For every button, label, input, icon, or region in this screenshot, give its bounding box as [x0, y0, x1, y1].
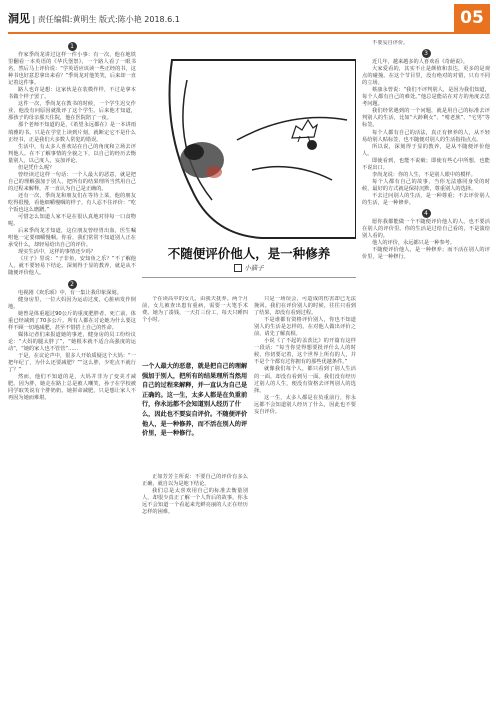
header-info: [8, 10, 180, 26]
paragraph: 愿你我都能做一个不随便评价他人的人，也不要活在别人的评价里。你的生活是过给自己看的，不是演给别人看的。: [362, 219, 490, 240]
paragraph: 大家爱看的，其实不止是颜值和表达，更多的是观点的碰撞。在这个节目里，没有绝对的对错，只有不同的立场。: [362, 66, 490, 87]
paragraph: 近几年，越来越多的人喜欢看《奇葩说》。: [372, 59, 468, 66]
paragraph: 他人的评价，永远都只是一种参考。: [372, 240, 456, 247]
paragraph: 每个人都有自己的故事，当你无法感同身受的时候，最好的方式就是保持沉默，尊重别人的选择。: [362, 178, 490, 192]
paragraph: 所以说，深刻得于显的教养，是从不随便评价他人。: [362, 143, 490, 157]
article-title: 不随便评价他人，是一种修养: [167, 246, 331, 261]
page-header: [8, 4, 490, 34]
paragraph: 不是谁都有资格评价别人，你也不知道别人的生活是怎样的。在对他人做出评价之前，请先了解真相。: [254, 317, 356, 338]
title-divider: [142, 277, 356, 278]
paragraph: 后来季尚龙才知道，这位朋友曾经胃出血，医生嘱咐他一定要细嚼慢咽。你看，我们常常不知道别人正在承受什么，却轻易给出自己的评价。: [8, 228, 136, 249]
paragraph: 作家季尚龙讲过这样一件小事：有一次，他在地铁里翻看一本英语的《华氏堡祭》，一个路人看了一眼书名，然后马上评价说：“学英语应该读一些正经的书，这种书也好意思拿出来看？”季尚龙对他笑笑，后来却一直记着这件事。: [8, 52, 136, 87]
page-number-badge: 05: [454, 4, 490, 32]
paragraph: 蔡康永曾说：“我们不评判别人，是因为我们知道，每个人都有自己的难处。”他总是能站在对方的角度去思考问题。: [362, 87, 490, 108]
paragraph: 曾经读过这样一句话：一个人最大的恶意，就是把自己的理解强加于别人，把所有的结果理所当然用自己的过程来解释，并一直认为自己是正确的。: [8, 171, 136, 192]
paragraph: 还有一次，季尚龙和朋友们在等待上菜，他的朋友吃得很慢，看他细嚼慢咽的样子，有人忍不住评价：“吃个饭也这么磨蹭。”: [8, 192, 136, 214]
paragraph: 小说《了不起的盖茨比》的开篇有这样一段话：“每当你觉得想要批评什么人的时候，你切要记着，这个世界上所有的人，并不是个个都有过你拥有的那些优越条件。”: [254, 338, 356, 366]
paragraph: 电视剧《欢乐颂》中，有一集让我印象深刻。: [18, 289, 122, 296]
paragraph: 这件一次，季尚龙在教书的时候，一个学生迟交作业，他没有问原因就批评了这个学生。后来他才知道，那孩子的母亲那天住院，他在医院陪了一夜。: [8, 101, 136, 122]
paragraph: 个在读高中的女儿，由我夫抚养。两个月前，女儿被查出患有重病，需要一大笔手术费。她为了凑钱，一天打三份工，每天只睡四个小时。: [142, 296, 248, 324]
paragraph: 健身房里，一位大妈因为运动过度，心脏病发作倒地。: [8, 296, 136, 310]
paragraph: 然而，他们不知道的是，大妈并非为了变美才减肥。因为胖，她走在路上总是被人嘲笑，孙子在学校被同学取笑说有个胖奶奶。她拼命减肥，只是想让家人不再因为她而难堪。: [8, 374, 136, 402]
text-column-4: [362, 40, 490, 698]
paragraph: 只是一场误会，可造成的伤害却已无法挽回。我们在评价别人的时候，往往只看到了结果，却没有看到过程。: [254, 296, 356, 317]
paragraph: 于是，在议论声中，很多人开始质疑这个大妈：“一把年纪了，为什么还要减肥？”“这么胖，少吃点不就行了？”: [8, 352, 136, 374]
paragraph: 生活中，有太多人喜欢站在自己的角度和立场去评判他人。在不了解事情的全貌之下，以自己的经历去衡量别人，以己度人，妄加评论。: [8, 143, 136, 164]
paragraph: 这一生，太多人都是在负重前行，你永远都不会知道别人经历了什么，因此也不要妄自评价。: [254, 394, 356, 415]
author-line: [142, 263, 356, 272]
paragraph: 现实生活中，这样的事情还少吗？: [18, 249, 96, 256]
pull-quote: 一个人最大的恶意，就是把自己的理解强加于别人，把所有的结果理所当然用自己的过程来解释，并一直认为自己是正确的。这一生，太多人都是在负重前行，你永远都不会知道别人经历了什么，因此也不要妄自评价。不随便评价他人，是一种修养，而不活在别人的评价里，是一种修行。: [142, 360, 248, 439]
paragraph: 《庄子》里说：“子非鱼，安知鱼之乐？”不了解他人，就不要轻易下结论。深刻得于显的教养，就是从不随便评价他人。: [8, 256, 136, 277]
paragraph: 每个人都有自己的活法，真正有修养的人，从不轻易给别人贴标签，也不随便对别人的生活指指点点。: [362, 129, 490, 143]
text-column-3: [254, 296, 356, 698]
section-name: 洞见: [8, 12, 30, 25]
paragraph: 我们总是太喜欢用自己的标准去衡量别人，却很少真正了解一个人背后的故事。你永远不会知道一个看起来光鲜亮丽的人正在经历怎样的困难。: [142, 488, 248, 516]
section-number: 4: [422, 209, 431, 218]
paragraph: 媒体记者们来报道她的事迹，健身房的员工纷纷议论：“大妈的腿太胖了”，“她根本就不适合高强度的运动”，“她的家人也不管管”……: [8, 331, 136, 352]
editor-info: | 责任编辑:黄明生 版式:陈小艳 2018.6.1: [32, 15, 180, 24]
paragraph: 不要妄自评价。: [372, 40, 409, 46]
bird-on-cartoon-face-illustration: [142, 40, 356, 245]
article-illustration: [142, 40, 356, 245]
author-name: 小猫子: [244, 264, 264, 272]
paragraph: 但是凭什么呢？: [18, 164, 55, 171]
paragraph: 路人也许是想：这家伙是在装模作样，不过是拿本书做个样子罢了。: [8, 87, 136, 101]
paragraph: 可惜怎么知道人家不是在很认真地对待每一口食物呢。: [8, 214, 136, 228]
section-number: 1: [68, 42, 77, 51]
paragraph: 就像我们每个人，都只看到了别人生活的一面，却没有看到另一面。我们没有经历过别人的人生，便没有资格去评判别人的选择。: [254, 366, 356, 394]
paragraph: 不去过问别人的生活，是一种尊重；不去评价别人的生活，是一种修养。: [362, 192, 490, 206]
author-marker-icon: [234, 264, 242, 272]
text-column-2: [142, 296, 248, 698]
paragraph: 不随便评价他人，是一种修养；而不活在别人的评价里，是一种修行。: [362, 247, 490, 261]
paragraph: 她曾是体重超过90公斤的重度肥胖者，死亡前，体重已经减到了70多公斤。所有人都在讨论她为什么要这样不顾一切地减肥，甚至不惜搭上自己的性命。: [8, 310, 136, 331]
paragraph: 我们经常遇到的一个问题，就是用自己的标准去评判别人的生活，比如“大龄剩女”、“啃老族”、“宅男”等标签。: [362, 108, 490, 129]
header-rule: [8, 32, 490, 34]
paragraph: 正如芳芳主所说：不要自己的评价有多么正确，就自以为是地下结论。: [142, 474, 248, 488]
section-number: 3: [422, 49, 431, 58]
section-number: 2: [68, 280, 77, 289]
paragraph: 那个老师不知道的是，《希望永远都在》是一本讲雨填雅的书。只是在学堂上读到片刻，就断定它不是什么正经书，正是我们大多数人常犯的错误。: [8, 122, 136, 143]
paragraph: 李尚龙说：你的人生，不是别人眼中的模样。: [372, 171, 476, 178]
paragraph: 即使看到，也能不说破；即使有些心中所想，也能不说出口。: [362, 157, 490, 171]
text-column-1: [8, 40, 136, 698]
